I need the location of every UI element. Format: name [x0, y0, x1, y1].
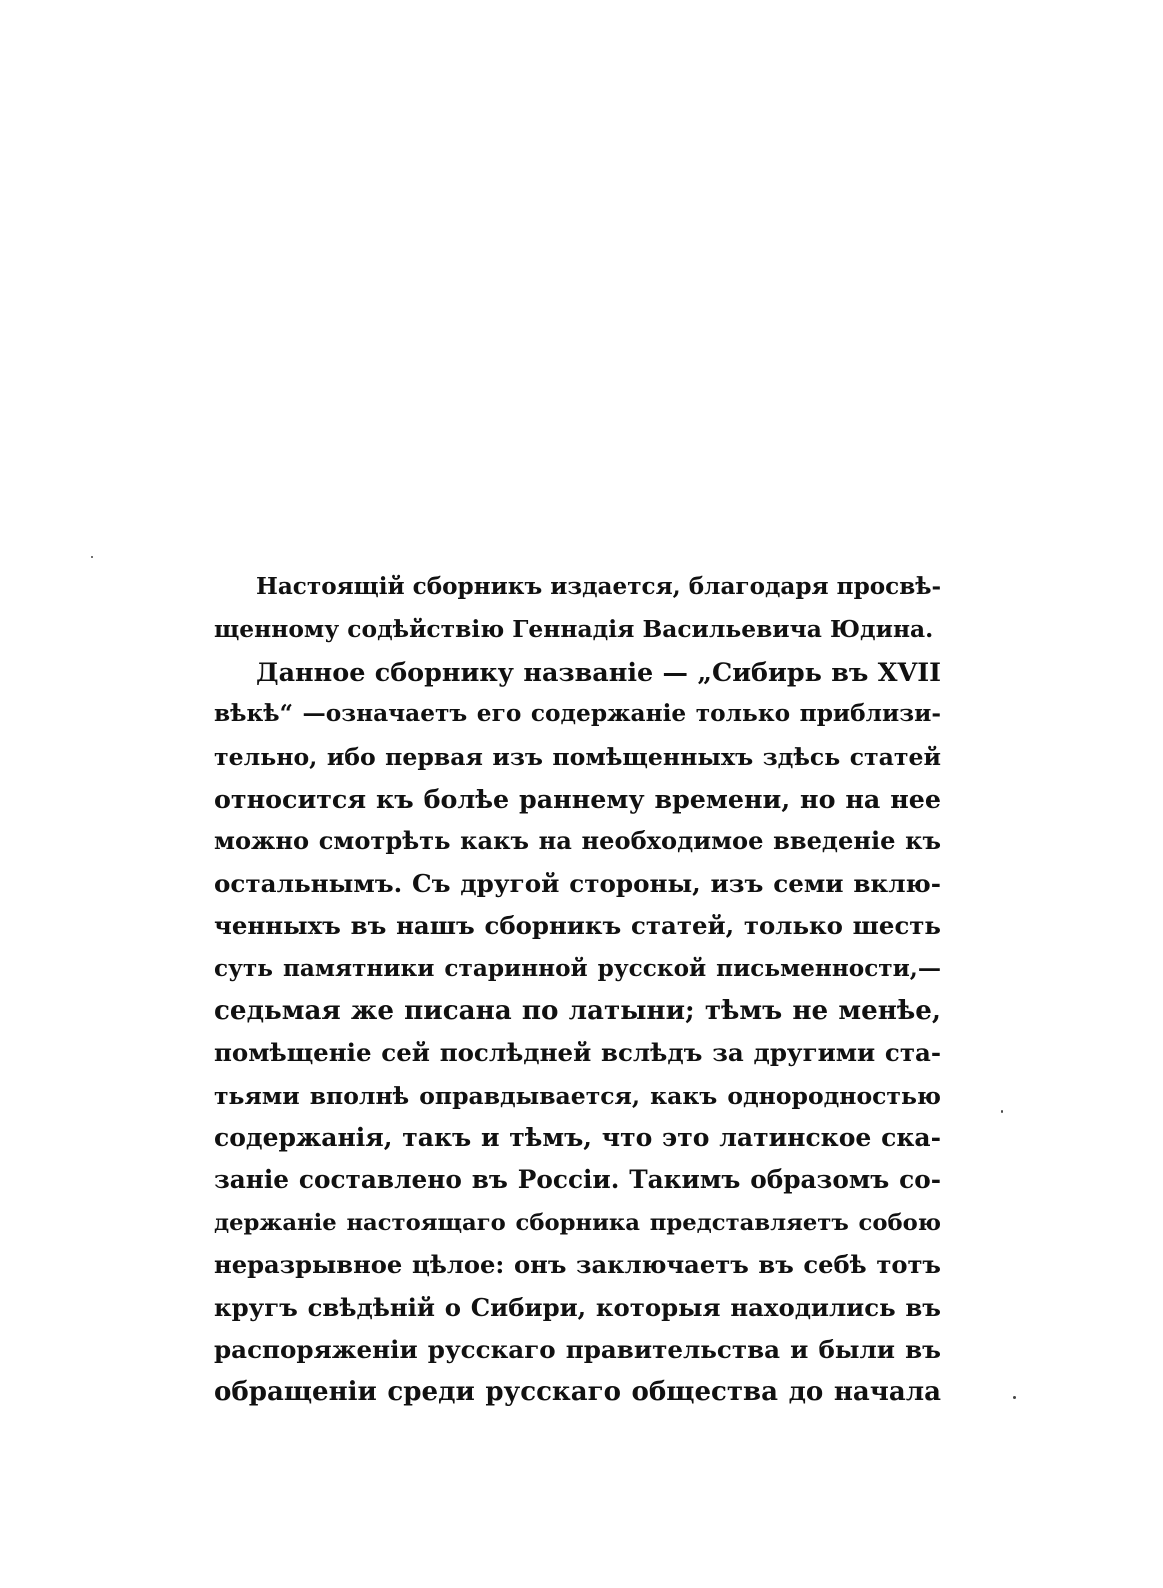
text-line: щенному содѣйствію Геннадія Васильевича Юдина.: [214, 615, 934, 644]
text-line: обращеніи среди русскаго общества до начала: [214, 1377, 941, 1408]
text-line: распоряженіи русскаго правительства и были въ: [214, 1335, 941, 1365]
text-line: кругъ свѣдѣній о Сибири, которыя находились въ: [214, 1292, 941, 1322]
scan-speck: [91, 556, 93, 558]
text-line: ченныхъ въ нашъ сборникъ статей, только шесть: [214, 911, 941, 941]
text-line: Данное сборнику названіе — „Сибирь въ XVII: [256, 656, 941, 687]
text-line: Настоящій сборникъ издается, благодаря просвѣ-: [256, 573, 942, 600]
preface-paragraphs: [214, 566, 941, 1414]
text-line: суть памятники старинной русской письменности,—: [214, 954, 941, 982]
text-line: седьмая же писана по латыни; тѣмъ не менѣе,: [214, 994, 941, 1026]
scan-speck: [1001, 1110, 1003, 1113]
text-line: содержанія, такъ и тѣмъ, что это латинское ска-: [214, 1123, 941, 1153]
text-line: вѣкѣ“ —означаетъ его содержаніе только приблизи-: [214, 700, 941, 728]
text-line: тельно, ибо первая изъ помѣщенныхъ здѣсь статей: [214, 742, 941, 771]
text-line: держаніе настоящаго сборника представляетъ собою: [214, 1209, 941, 1236]
scan-speck: [1013, 1396, 1016, 1399]
text-line: относится къ болѣе раннему времени, но на нее: [214, 783, 941, 814]
text-line: неразрывное цѣлое: онъ заключаетъ въ себѣ тотъ: [214, 1250, 941, 1280]
text-line: помѣщеніе сей послѣдней вслѣдъ за другими ста-: [214, 1038, 941, 1068]
text-line: можно смотрѣть какъ на необходимое введеніе къ: [214, 826, 941, 856]
text-line: заніе составлено въ Россіи. Такимъ образомъ со-: [214, 1165, 941, 1195]
text-line: тьями вполнѣ оправдывается, какъ однородностью: [214, 1081, 941, 1110]
text-line: остальнымъ. Съ другой стороны, изъ семи вклю-: [214, 868, 941, 898]
